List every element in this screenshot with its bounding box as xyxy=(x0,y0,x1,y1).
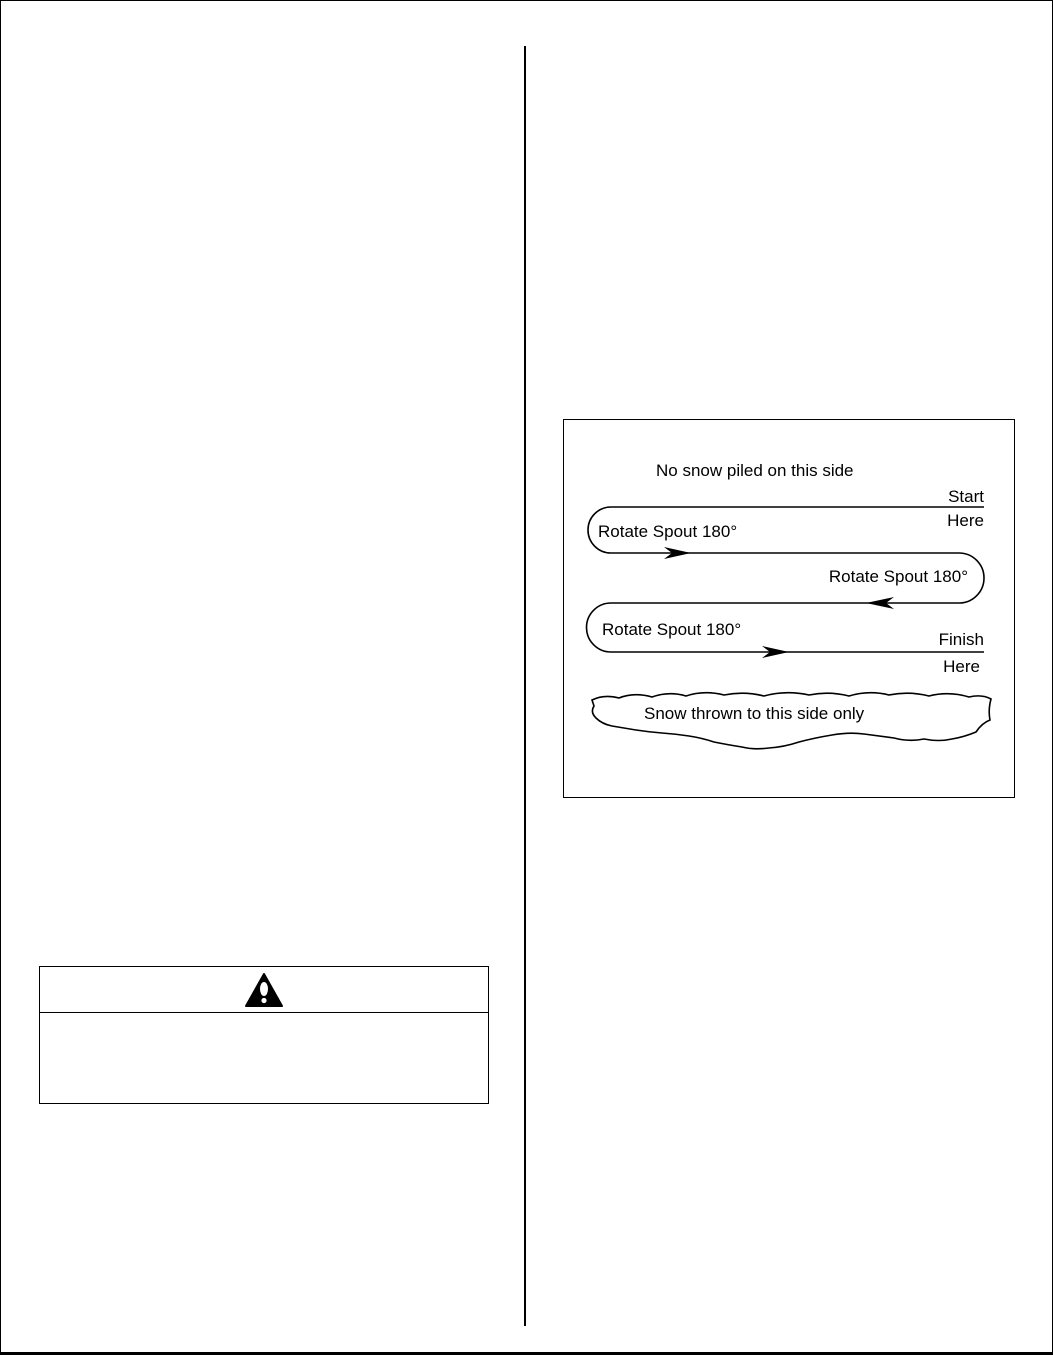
snow-pattern-diagram xyxy=(564,420,1016,799)
bottom-rule xyxy=(0,1352,1053,1354)
warning-body xyxy=(40,1013,488,1103)
warning-header xyxy=(40,967,488,1013)
snow-pattern-figure xyxy=(563,419,1015,798)
finish-label: Finish xyxy=(938,630,984,649)
snow-thrown-label: Snow thrown to this side only xyxy=(644,704,865,723)
warning-triangle-icon xyxy=(244,972,284,1008)
warning-box xyxy=(39,966,489,1104)
rotate-label-2: Rotate Spout 180° xyxy=(828,567,968,586)
start-label: Start xyxy=(948,487,984,506)
start-here-label: Here xyxy=(947,511,984,530)
no-snow-label: No snow piled on this side xyxy=(656,461,854,480)
rotate-label-1: Rotate Spout 180° xyxy=(598,522,738,541)
column-divider xyxy=(524,46,526,1326)
rotate-label-3: Rotate Spout 180° xyxy=(602,620,742,639)
finish-here-label: Here xyxy=(943,657,980,676)
